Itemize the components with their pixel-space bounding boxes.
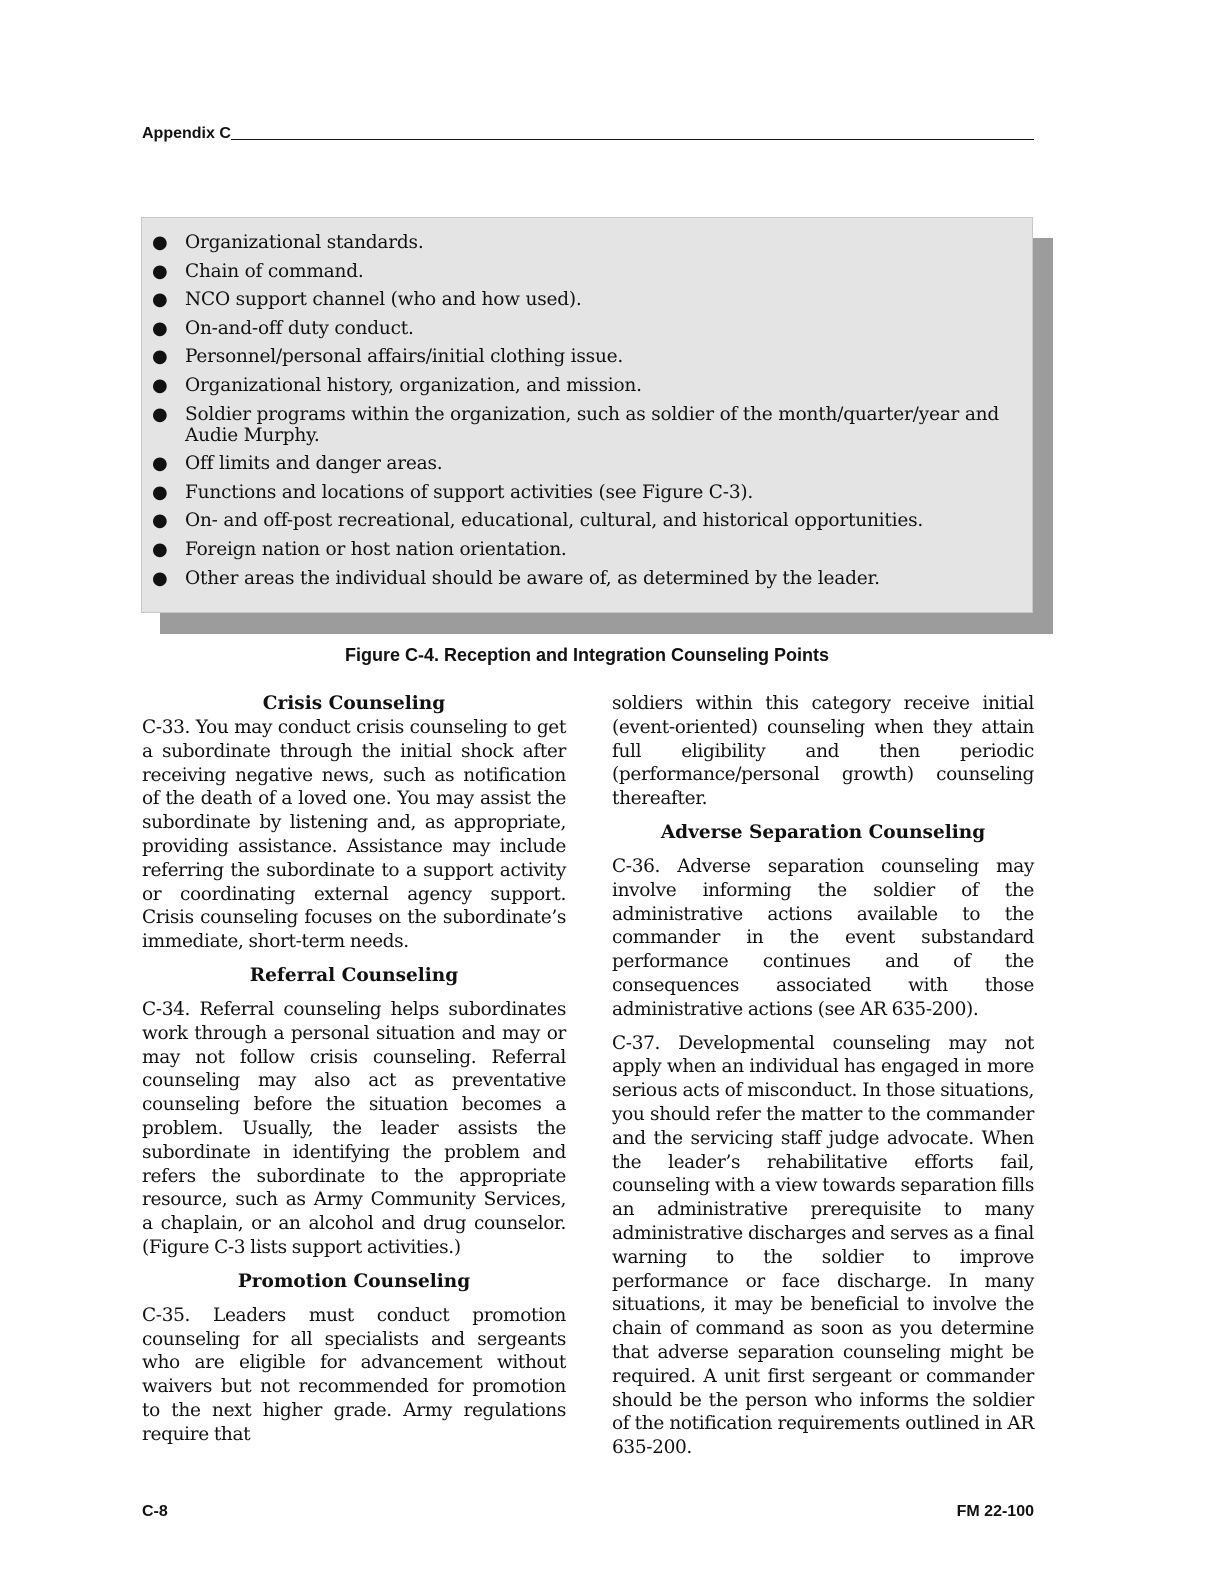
bullet-icon: ● <box>152 317 168 339</box>
paragraph-c-36: C-36. Adverse separation counseling may involve informing the soldier of the administrative actions available to the commander in the event substandard performance continues and of the consequences associated with those administrative actions (see AR 635-200). <box>612 855 1034 1020</box>
bullet-icon: ● <box>152 374 168 396</box>
page-number: C-8 <box>142 1503 168 1520</box>
list-item-text: Foreign nation or host nation orientation. <box>185 538 567 560</box>
paragraph-c-35-continued: soldiers within this category receive initial (event-oriented) counseling when they attain full eligibility and then periodic (performance/personal growth) counseling thereafter. <box>612 693 1034 810</box>
list-item <box>142 289 1022 310</box>
list-item <box>142 453 1022 474</box>
list-item-text: Organizational standards. <box>185 232 424 253</box>
list-item <box>142 318 1022 339</box>
list-item-text: Chain of command. <box>185 260 364 282</box>
paragraph-c-37: C-37. Developmental counseling may not apply when an individual has engaged in more serious acts of misconduct. In those situations, you should refer the matter to the commander and the servicing staff judge advocate. When the leader’s rehabilitative efforts fail, counseling with a view towards separation fills an administrative prerequisite to many administrative discharges and serves as a final warning to the soldier to improve performance or face discharge. In many situations, it may be beneficial to involve the chain of command as soon as you determine that adverse separation counseling might be required. A unit first sergeant or commander should be the person who informs the soldier of the notification requirements outlined in AR 635-200. <box>612 1032 1034 1459</box>
list-item <box>142 346 1022 367</box>
crisis-counseling-heading: Crisis Counseling <box>262 693 446 714</box>
bullet-icon: ● <box>152 232 168 253</box>
appendix-label: Appendix C <box>142 125 231 142</box>
bullet-icon: ● <box>152 510 168 532</box>
running-header <box>142 124 1034 144</box>
promotion-counseling-heading: Promotion Counseling <box>237 1270 471 1292</box>
list-item <box>142 510 1022 531</box>
bullet-icon: ● <box>152 481 168 503</box>
list-item <box>142 404 1022 446</box>
list-item <box>142 261 1022 282</box>
document-id: FM 22-100 <box>956 1503 1034 1520</box>
paragraph-c-35: C-35. Leaders must conduct promotion counseling for all specialists and sergeants who are eligible for advancement without waivers but not recommended for promotion to the next higher grade. Army regulations require that <box>142 1304 566 1445</box>
paragraph-c-33: C-33. You may conduct crisis counseling to get a subordinate through the initial shock after receiving negative news, such as notification of the death of a loved one. You may assist the subordinate by listening and, as appropriate, providing assistance. Assistance may include referring the subordinate to a support activity or coordinating external agency support. Crisis counseling focuses on the subordinate’s immediate, short-term needs. <box>142 717 566 953</box>
list-item-text: Off limits and danger areas. <box>185 453 443 475</box>
list-item-text: NCO support channel (who and how used). <box>185 289 582 311</box>
bullet-icon: ● <box>152 453 168 475</box>
bullet-icon: ● <box>152 538 168 560</box>
bullet-icon: ● <box>152 260 168 282</box>
bullet-icon: ● <box>152 403 168 425</box>
adverse-separation-counseling-heading: Adverse Separation Counseling <box>660 821 986 843</box>
list-item <box>142 482 1022 503</box>
list-item-text: Soldier programs within the organization, such as soldier of the month/quarter/year and Audie Murphy. <box>185 403 1000 446</box>
list-item <box>142 232 1022 253</box>
list-item-text: Other areas the individual should be aware of, as determined by the leader. <box>185 567 880 589</box>
list-item-text: Organizational history, organization, and mission. <box>185 374 642 396</box>
header-rule <box>231 139 1034 140</box>
left-column <box>142 692 566 1447</box>
bullet-icon: ● <box>152 346 168 368</box>
referral-counseling-heading: Referral Counseling <box>249 964 459 986</box>
figure-box <box>141 217 1033 613</box>
figure-caption: Figure C-4. Reception and Integration Counseling Points <box>344 645 830 665</box>
list-item-text: Personnel/personal affairs/initial clothing issue. <box>185 346 624 368</box>
paragraph-c-34: C-34. Referral counseling helps subordinates work through a personal situation and may or may not follow crisis counseling. Referral counseling may also act as preventative counseling before the situation becomes a problem. Usually, the leader assists the subordinate in identifying the problem and refers the subordinate to the appropriate resource, such as Army Community Services, a chaplain, or an alcohol and drug counselor. (Figure C-3 lists support activities.) <box>142 998 566 1258</box>
list-item-text: Functions and locations of support activities (see Figure C-3). <box>185 481 754 503</box>
list-item <box>142 539 1022 560</box>
bullet-icon: ● <box>152 289 168 311</box>
list-item <box>142 375 1022 396</box>
list-item <box>142 568 1022 589</box>
list-item-text: On- and off-post recreational, educational, cultural, and historical opportunities. <box>185 510 924 532</box>
bullet-icon: ● <box>152 567 168 589</box>
counseling-points-list <box>142 218 1032 589</box>
list-item-text: On-and-off duty conduct. <box>185 317 414 339</box>
right-column <box>612 692 1034 1460</box>
